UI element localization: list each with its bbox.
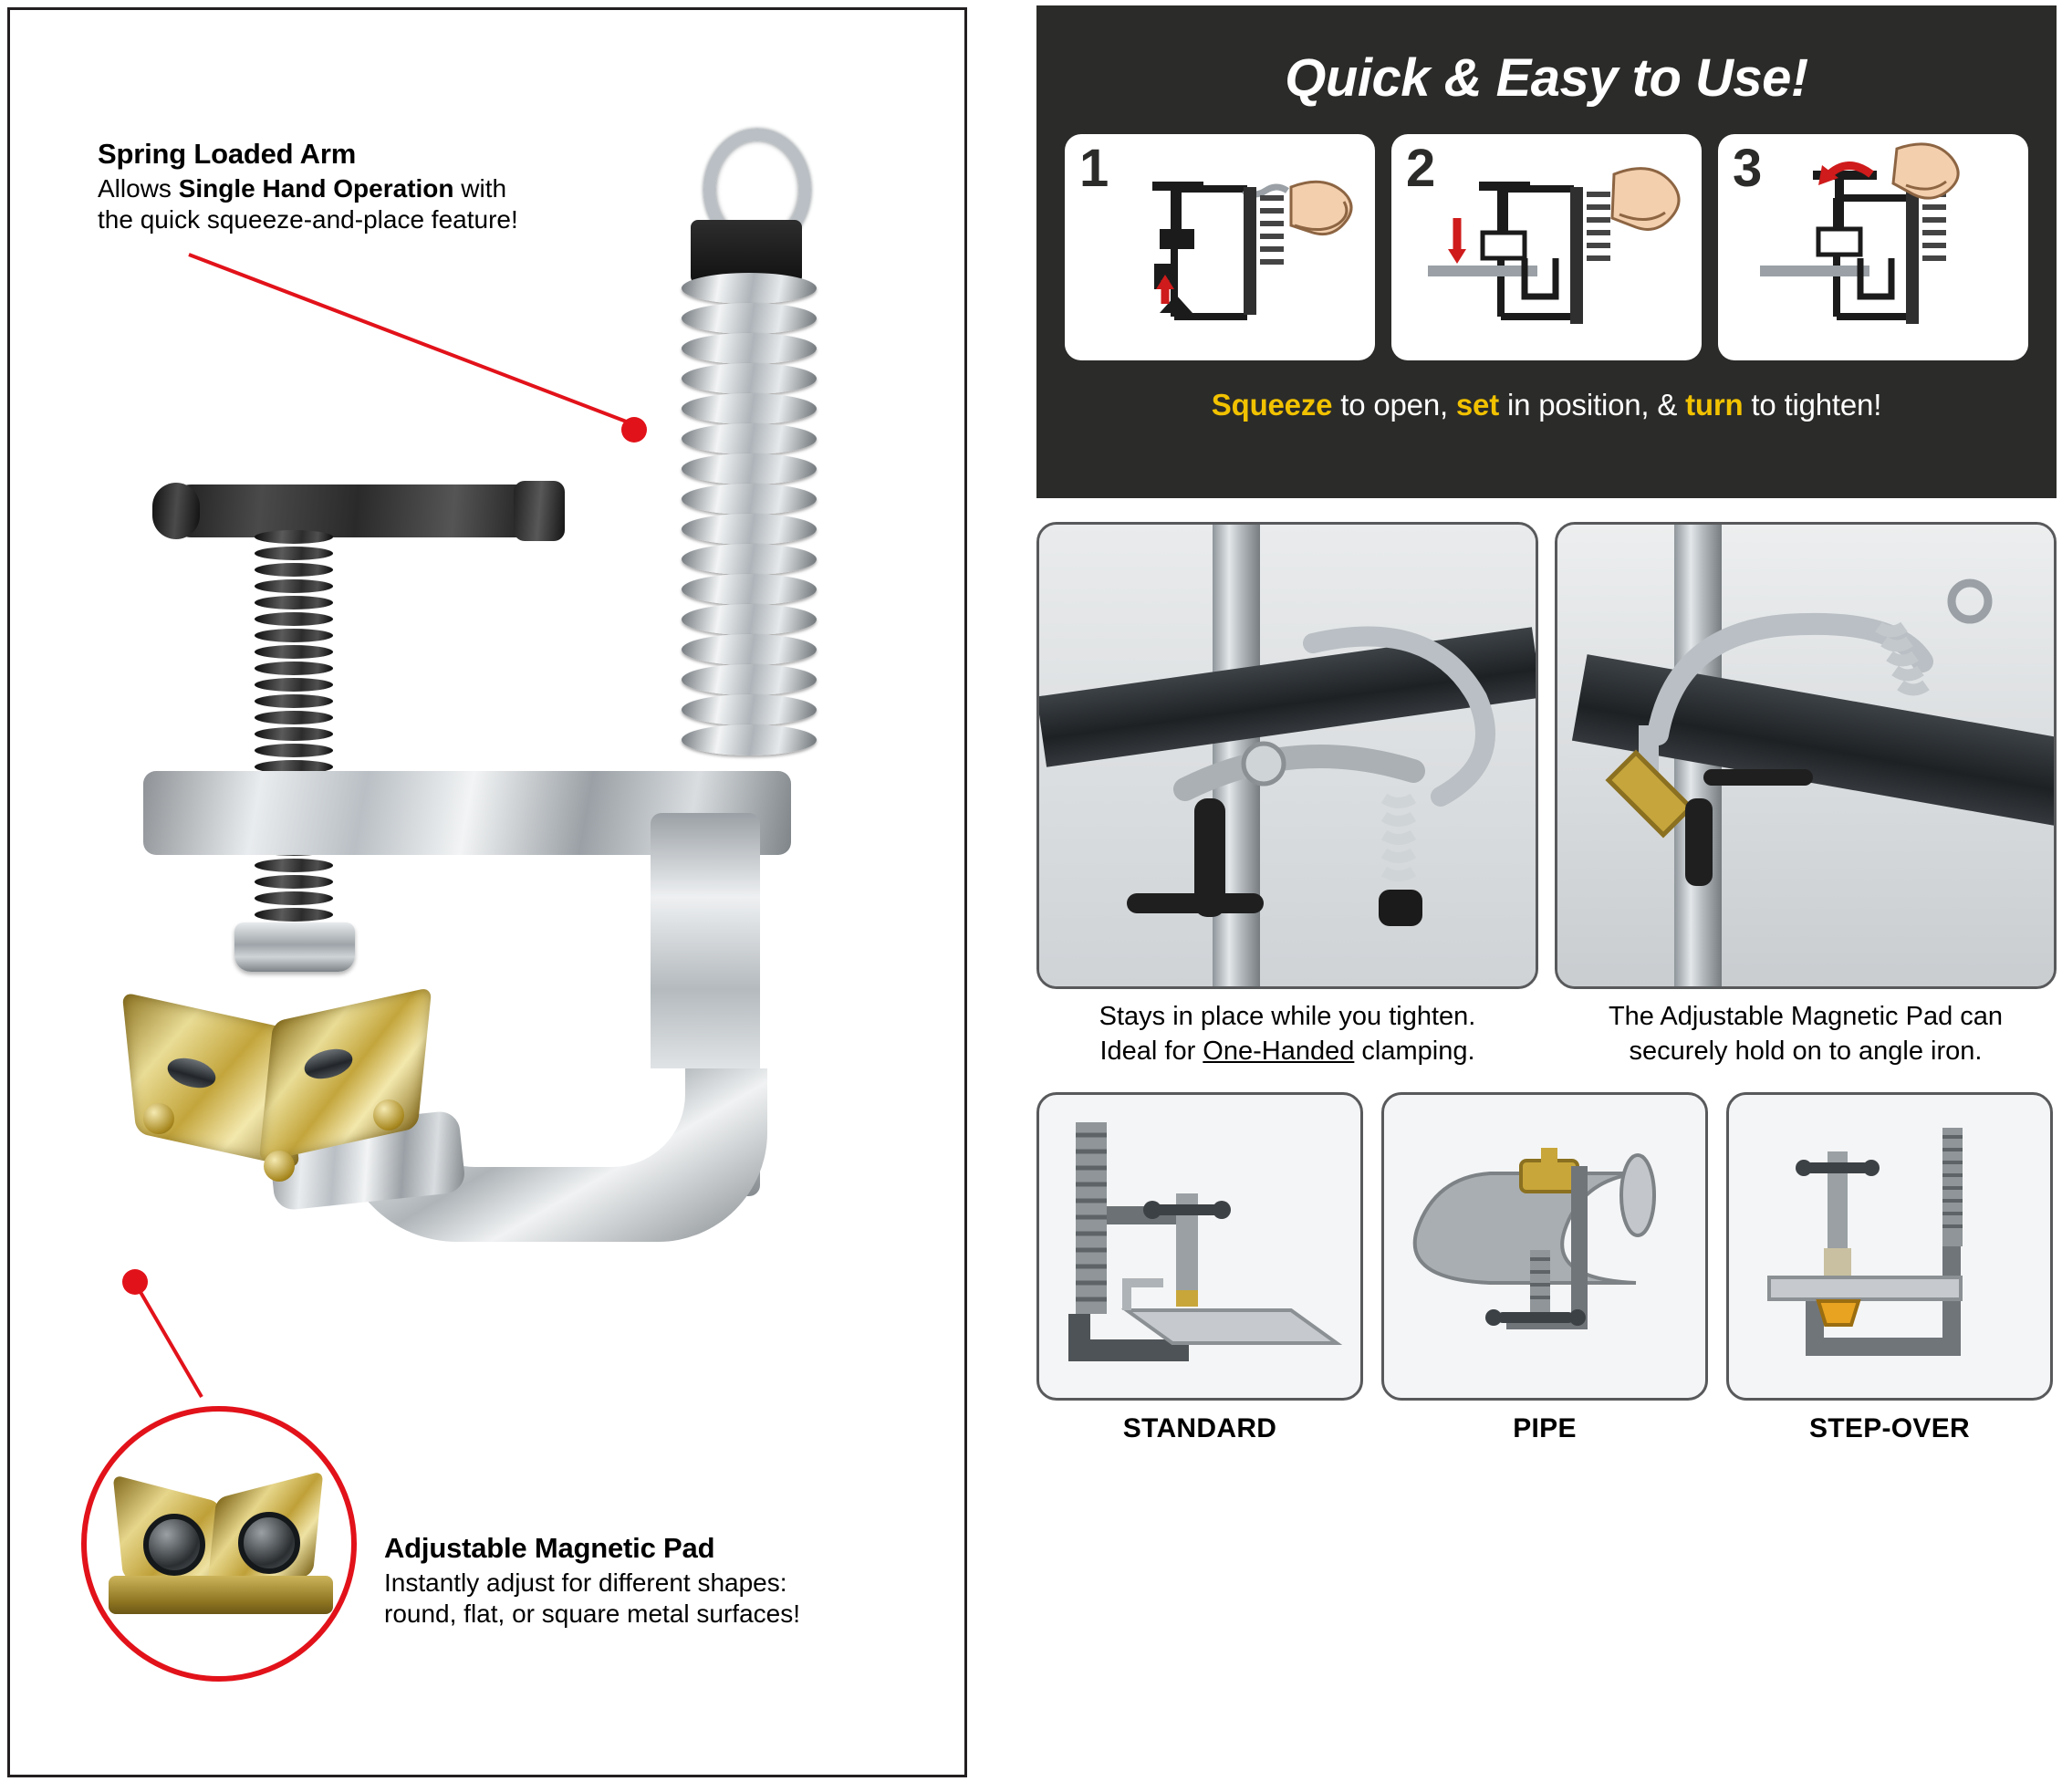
application-photo-block-2 [1555,522,2057,1068]
screw-swivel-pad [234,922,355,972]
step-2-illustration [1391,134,1702,360]
callout-spring-body [98,173,663,235]
right-info-column [1036,5,2058,1444]
callout-spring-title: Spring Loaded Arm [98,138,357,170]
photo-card-one-handed [1036,522,1538,989]
callout-pad-body [384,1568,932,1630]
quick-easy-caption [1036,388,2057,422]
quick-easy-steps [1036,134,2057,360]
callout-spring-text-a: Allows [98,174,179,203]
magnetic-pad-detail-circle [81,1406,357,1682]
photo-caption-2-line1: The Adjustable Magnetic Pad can [1608,1002,2004,1031]
diagram-card-standard [1036,1092,1363,1401]
usage-diagram-block-stepover [1726,1092,2053,1444]
step-card-2 [1391,134,1702,360]
callout-pad-line1: Instantly adjust for different shapes: [384,1568,787,1597]
caption-word-squeeze: Squeeze [1211,388,1333,422]
diagram-card-step-over [1726,1092,2053,1401]
callout-pad-line2: round, flat, or square metal surfaces! [384,1599,800,1629]
quick-easy-title: Quick & Easy to Use! [1285,48,1808,108]
step-number-3: 3 [1733,139,1763,198]
detail-magnet-left [143,1514,205,1576]
magnetic-pad-detail-illustration [103,1470,335,1625]
diagram-label-step-over: STEP-OVER [1808,1413,1971,1444]
step-number-1: 1 [1079,139,1109,198]
step-card-1 [1065,134,1375,360]
t-handle-knob-right [514,481,565,541]
photo-caption-1-line2b: clamping. [1354,1036,1475,1066]
diagram-label-pipe: PIPE [1513,1413,1577,1444]
callout-adjustable-magnetic-pad [384,1532,932,1630]
detail-pad-base [109,1576,333,1614]
magnetic-pad-right-face [259,987,432,1163]
photo-caption-1-line2a: Ideal for [1099,1036,1203,1066]
callout-spring-loaded-arm [98,138,663,235]
step-1-illustration [1065,134,1375,360]
usage-diagram-block-standard [1036,1092,1363,1444]
application-photo-row [1036,522,2058,1068]
callout-pad-title: Adjustable Magnetic Pad [384,1532,715,1564]
product-photo [65,120,913,1424]
photo-caption-2-line2: securely hold on to angle iron. [1629,1036,1983,1066]
detail-magnet-right [238,1512,300,1574]
step-3-illustration [1718,134,2028,360]
photo-caption-angle-iron [1555,1000,2057,1068]
diagram-label-standard: STANDARD [1122,1413,1277,1444]
callout-spring-text-bold: Single Hand Operation [178,174,454,203]
photo-card-angle-iron [1555,522,2057,989]
caption-text-3: to tighten! [1743,388,1882,422]
step-number-2: 2 [1406,139,1436,198]
photo-caption-1-line1: Stays in place while you tighten. [1099,1002,1476,1031]
spring-loaded-arm [682,273,817,766]
diagram-pipe-illustration [1384,1095,1705,1398]
adjustable-magnetic-pad [129,994,430,1194]
pad-rivet-left [143,1103,174,1134]
callout-spring-text-line2: the quick squeeze-and-place feature! [98,205,518,234]
t-handle-knob-left [152,483,200,539]
caption-text-1: to open, [1332,388,1456,422]
photo-caption-1-underline: One-Handed [1203,1036,1355,1066]
callout-spring-text-c: with [453,174,507,203]
caption-word-turn: turn [1685,388,1744,422]
t-handle [165,484,548,537]
threaded-screw [255,530,333,922]
diagram-standard-illustration [1039,1095,1360,1398]
pad-rivet-right [373,1099,404,1130]
pad-pivot [264,1151,295,1182]
diagram-card-pipe [1381,1092,1708,1401]
quick-easy-panel [1036,5,2057,498]
application-photo-block-1 [1036,522,1538,1068]
usage-diagram-row [1036,1092,2058,1444]
photo-caption-one-handed [1036,1000,1538,1068]
left-product-panel [7,7,967,1777]
diagram-step-over-illustration [1729,1095,2050,1398]
caption-text-2: in position, & [1499,388,1686,422]
usage-diagram-block-pipe [1381,1092,1708,1444]
caption-word-set: set [1455,388,1500,422]
step-card-3 [1718,134,2028,360]
